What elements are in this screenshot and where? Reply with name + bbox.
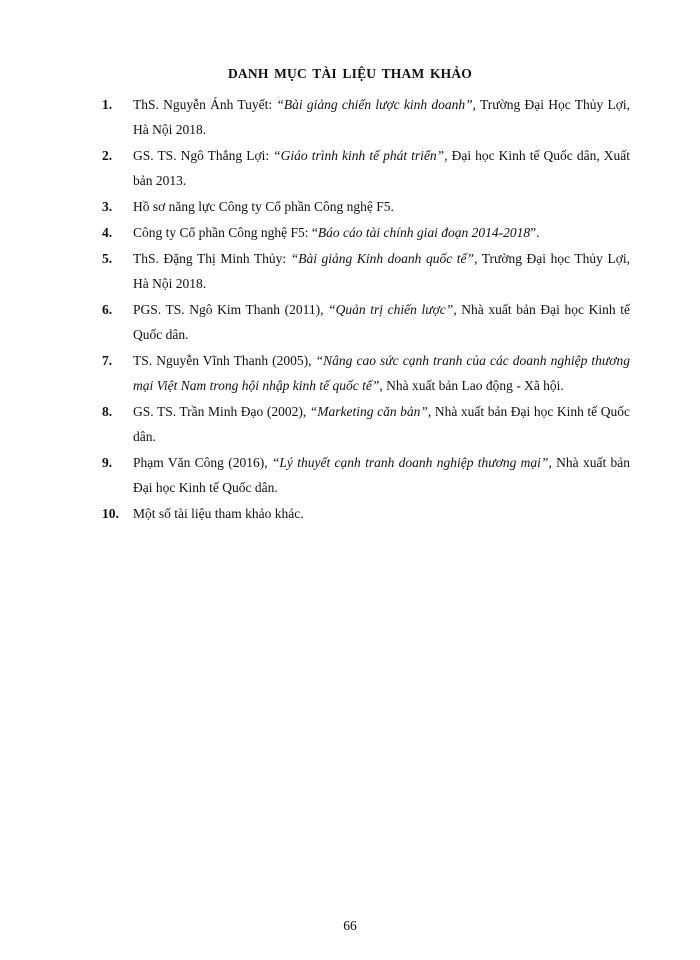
reference-number: 7. <box>102 353 113 368</box>
reference-publisher: Đại học Kinh tế Quốc dân, Xuất bản 2013. <box>133 148 630 188</box>
reference-list <box>102 92 630 527</box>
reference-publisher: , Trường Đại học Thủy Lợi, Hà Nội 2018. <box>133 251 630 291</box>
reference-text <box>133 92 630 142</box>
reference-item <box>102 143 630 193</box>
reference-author: GS. TS. Trần Minh Đạo (2002), <box>133 404 310 419</box>
reference-author: TS. Nguyễn Vĩnh Thanh (2005), <box>133 353 316 368</box>
reference-text <box>133 399 630 449</box>
reference-number: 6. <box>102 302 113 317</box>
reference-text <box>133 348 630 398</box>
reference-item <box>102 399 630 449</box>
reference-publisher: , Nhà xuất bản Lao động - Xã hội. <box>379 378 564 393</box>
reference-author: ThS. Nguyễn Ánh Tuyết: <box>133 97 277 112</box>
reference-number: 2. <box>102 148 113 163</box>
reference-publisher: , Nhà xuất bản Đại học Kinh tế Quốc dân. <box>133 455 631 495</box>
reference-author: Công ty Cổ phần Công nghệ F5: “ <box>133 225 318 240</box>
reference-text <box>133 297 630 347</box>
reference-item <box>102 501 630 526</box>
reference-publisher: , Nhà xuất bản Đại học Kinh tế Quốc dân. <box>133 404 630 444</box>
reference-number: 5. <box>102 251 113 266</box>
reference-work-title: “Bài giảng Kinh doanh quốc tế” <box>290 251 475 266</box>
reference-work-title: “Giáo trình kinh tế phát triển”, <box>273 148 448 163</box>
reference-author: PGS. TS. Ngô Kim Thanh (2011), <box>133 302 329 317</box>
reference-author: Một số tài liệu tham khảo khác. <box>133 506 304 521</box>
reference-text <box>133 450 630 500</box>
reference-work-title: Báo cáo tài chính giai đoạn 2014-2018 <box>317 225 531 240</box>
reference-item <box>102 450 630 500</box>
reference-item <box>102 246 630 296</box>
reference-text <box>133 246 630 296</box>
reference-number: 3. <box>102 199 113 214</box>
reference-text <box>133 194 630 219</box>
reference-publisher: ”. <box>530 225 540 240</box>
reference-author: Hồ sơ năng lực Công ty Cổ phần Công nghệ F5. <box>133 199 394 214</box>
reference-text <box>133 501 630 526</box>
reference-publisher: , Trường Đại Học Thủy Lợi, Hà Nội 2018. <box>133 97 630 137</box>
reference-item <box>102 194 630 219</box>
reference-author: ThS. Đặng Thị Minh Thủy: <box>133 251 291 266</box>
reference-work-title: “Lý thuyết cạnh tranh doanh nghiệp thương mại” <box>271 455 549 470</box>
reference-author: Phạm Văn Công (2016), <box>133 455 272 470</box>
reference-number: 4. <box>102 225 113 240</box>
page-number: 66 <box>343 918 357 933</box>
reference-item <box>102 92 630 142</box>
reference-item <box>102 348 630 398</box>
page-title: DANH MỤC TÀI LIỆU THAM KHẢO <box>227 66 473 81</box>
reference-author: GS. TS. Ngô Thắng Lợi: <box>133 148 274 163</box>
reference-number: 1. <box>102 97 113 112</box>
reference-publisher: , Nhà xuất bản Đại học Kinh tế Quốc dân. <box>133 302 630 342</box>
reference-item <box>102 297 630 347</box>
reference-number: 8. <box>102 404 113 419</box>
reference-work-title: “Bài giảng chiến lược kinh doanh” <box>276 97 473 112</box>
reference-number: 10. <box>102 506 119 521</box>
reference-work-title: “Nâng cao sức cạnh tranh của các doanh nghiệp thương mại Việt Nam trong hội nhập kinh tế quốc tế” <box>133 353 630 393</box>
reference-work-title: “Marketing căn bản” <box>309 404 428 419</box>
reference-text <box>133 220 630 245</box>
reference-item <box>102 220 630 245</box>
reference-number: 9. <box>102 455 113 470</box>
reference-text <box>133 143 630 193</box>
reference-work-title: “Quản trị chiến lược” <box>328 302 454 317</box>
